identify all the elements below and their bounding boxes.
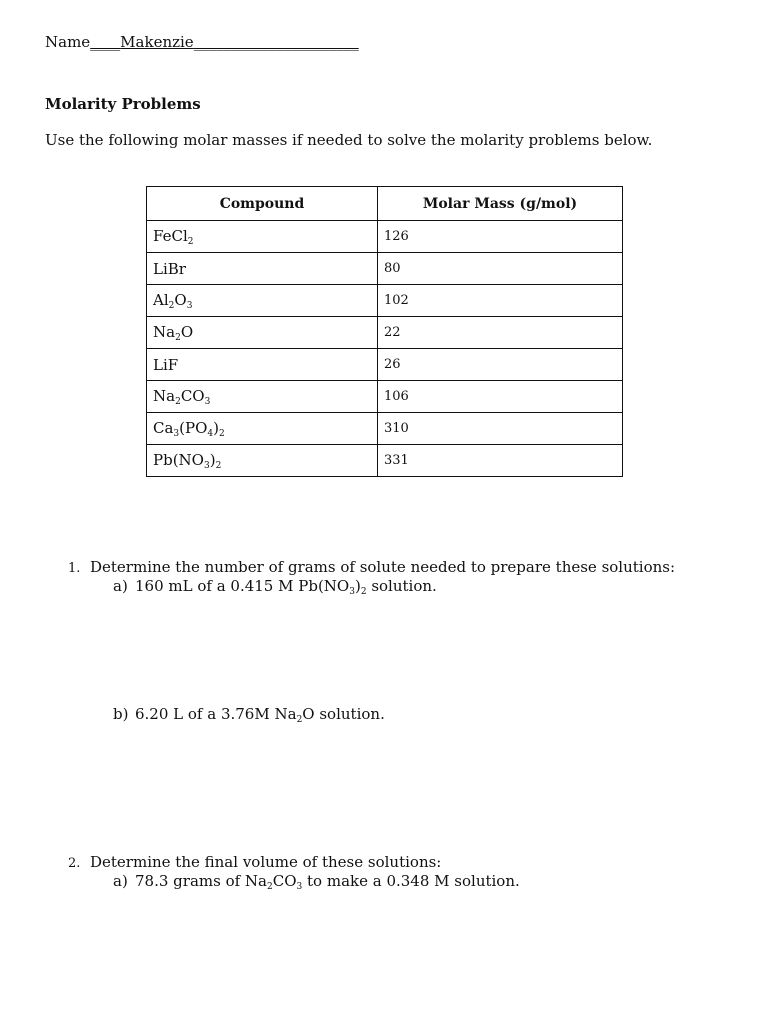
question-1 [68, 558, 675, 576]
molar-mass-cell: 102 [378, 285, 623, 317]
subscript: 3 [204, 396, 211, 407]
question-2 [68, 853, 441, 871]
subscript: 2 [215, 460, 222, 471]
subscript: 2 [175, 332, 181, 343]
question-1b-label: b) [113, 705, 129, 723]
header-compound: Compound [147, 187, 378, 221]
question-1a-label: a) [113, 577, 128, 595]
compound-cell: FeCl$_2$ [147, 221, 378, 253]
compound-cell: $Ca_3(PO_4)_2$ [147, 413, 378, 445]
subscript: 2 [168, 300, 175, 311]
subscript: 3 [349, 587, 355, 597]
page-title: Molarity Problems [45, 95, 201, 113]
molar-mass-cell: 331 [378, 445, 623, 477]
subscript: 2 [187, 236, 194, 247]
table-row [147, 381, 623, 413]
table-body [147, 221, 623, 477]
question-2a-label: a) [113, 872, 128, 890]
compound-cell: LiBr [147, 253, 378, 285]
molar-mass-table [146, 186, 623, 477]
question-2a-text: 78.3 grams of $Na_2CO_3$ to make a 0.348 M solution. [135, 872, 520, 892]
molar-mass-cell: 106 [378, 381, 623, 413]
subscript: 2 [360, 587, 367, 597]
subscript: 2 [296, 715, 303, 725]
name-label: Name [45, 33, 91, 51]
table-row [147, 285, 623, 317]
question-1b [113, 705, 385, 725]
subscript: 2 [175, 396, 181, 407]
question-2-number: 2. [68, 856, 81, 871]
table-row [147, 221, 623, 253]
subscript: 3 [203, 460, 210, 471]
compound-cell: $Al_2O_3$ [147, 285, 378, 317]
intro-text: Use the following molar masses if needed to solve the molarity problems below. [45, 131, 653, 149]
table-row [147, 317, 623, 349]
table-row [147, 413, 623, 445]
subscript: 2 [267, 882, 273, 892]
table-header-row [147, 187, 623, 221]
compound-cell: LiF [147, 349, 378, 381]
question-2a [113, 872, 520, 892]
molar-mass-cell: 22 [378, 317, 623, 349]
subscript: 3 [173, 428, 180, 439]
question-1-number: 1. [68, 561, 81, 576]
question-1a-text: 160 mL of a 0.415 M $Pb(NO_3)_2$ solution. [135, 577, 437, 597]
name-blank-pre: ____ [90, 33, 121, 51]
table-row [147, 445, 623, 477]
header-molar-mass: Molar Mass (g/mol) [378, 187, 623, 221]
molar-mass-cell: 126 [378, 221, 623, 253]
question-1-text: Determine the number of grams of solute needed to prepare these solutions: [90, 558, 676, 576]
name-blank-post: ______________________ [193, 33, 359, 51]
molar-mass-cell: 26 [378, 349, 623, 381]
table-row [147, 349, 623, 381]
question-1b-text: 6.20 L of a 3.76M $Na_2O$ solution. [135, 705, 385, 725]
name-line [45, 33, 359, 51]
compound-cell: $Na_2CO_3$ [147, 381, 378, 413]
subscript: 3 [296, 882, 303, 892]
name-value: Makenzie [120, 33, 194, 51]
compound-cell: $Pb(NO_3)_2$ [147, 445, 378, 477]
question-2-text: Determine the final volume of these solutions: [90, 853, 442, 871]
table-row [147, 253, 623, 285]
subscript: 2 [219, 428, 225, 439]
subscript: 3 [186, 300, 193, 311]
molar-mass-cell: 80 [378, 253, 623, 285]
subscript: 4 [207, 428, 214, 439]
compound-cell: $Na_2O$ [147, 317, 378, 349]
molar-mass-cell: 310 [378, 413, 623, 445]
question-1a [113, 577, 437, 597]
